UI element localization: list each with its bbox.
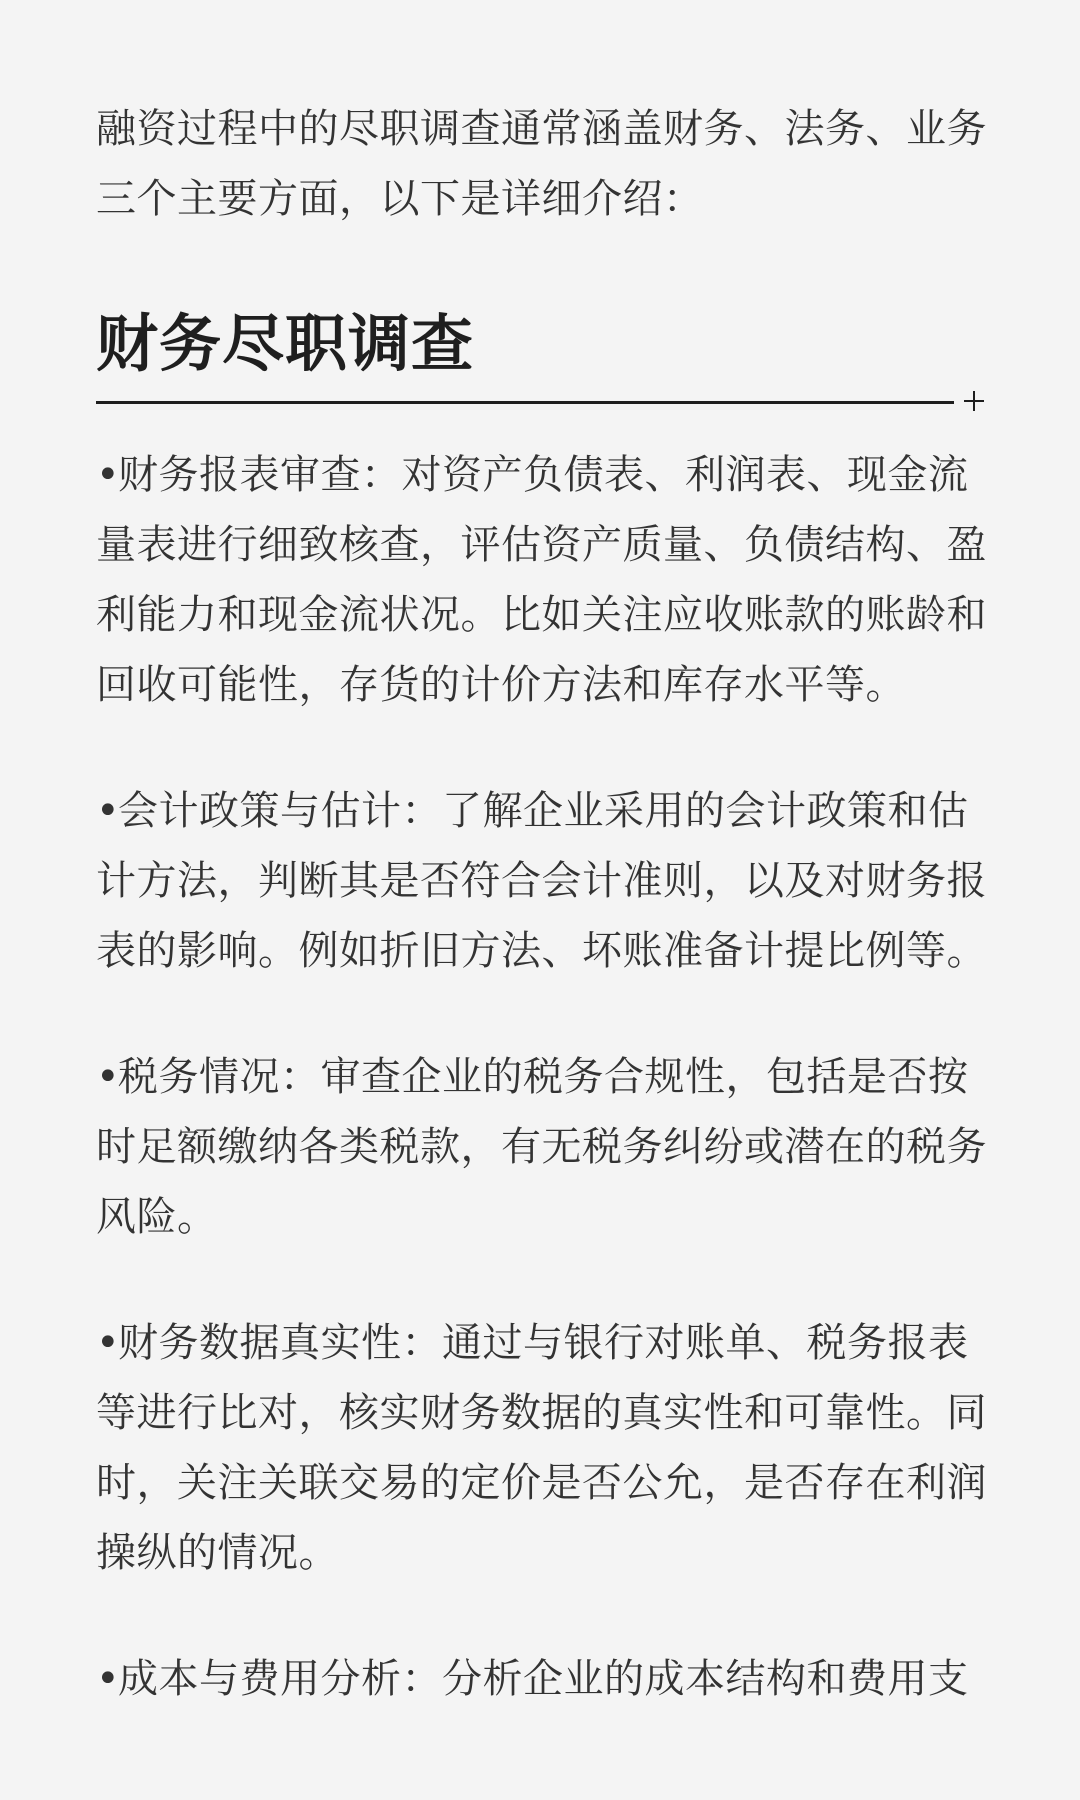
list-item-text: 财务报表审查：对资产负债表、利润表、现金流量表进行细致核查，评估资产质量、负债结构、盈利能力和现金流状况。比如关注应收账款的账龄和回收可能性，存货的计价方法和库存水平等。: [96, 452, 987, 708]
intro-line-2: 三个主要方面，以下是详细介绍：: [96, 176, 704, 222]
list-item: [96, 1308, 996, 1588]
bullet-dot-icon: •: [96, 788, 121, 834]
list-item: [96, 440, 996, 720]
bullet-dot-icon: •: [96, 1054, 121, 1100]
bullet-dot-icon: •: [96, 1656, 121, 1702]
list-item: [96, 1644, 996, 1714]
plus-icon: [964, 389, 988, 413]
bullet-dot-icon: •: [96, 452, 121, 498]
intro-line-1: 融资过程中的尽职调查通常涵盖财务、法务、业务: [96, 106, 987, 152]
list-item: [96, 1042, 996, 1252]
list-item-text: 财务数据真实性：通过与银行对账单、税务报表等进行比对，核实财务数据的真实性和可靠性。同时，关注关联交易的定价是否公允，是否存在利润操纵的情况。: [96, 1320, 987, 1576]
list-item: [96, 776, 996, 986]
intro-paragraph: [96, 94, 996, 234]
section-heading: 财务尽职调查: [96, 307, 475, 380]
heading-divider: [96, 401, 954, 404]
bullet-list: [96, 440, 996, 1770]
list-item-text: 税务情况：审查企业的税务合规性，包括是否按时足额缴纳各类税款，有无税务纠纷或潜在的税务风险。: [96, 1054, 987, 1240]
list-item-text: 会计政策与估计：了解企业采用的会计政策和估计方法，判断其是否符合会计准则，以及对财务报表的影响。例如折旧方法、坏账准备计提比例等。: [96, 788, 987, 974]
list-item-text: 成本与费用分析：分析企业的成本结构和费用支: [118, 1656, 969, 1702]
bullet-dot-icon: •: [96, 1320, 121, 1366]
